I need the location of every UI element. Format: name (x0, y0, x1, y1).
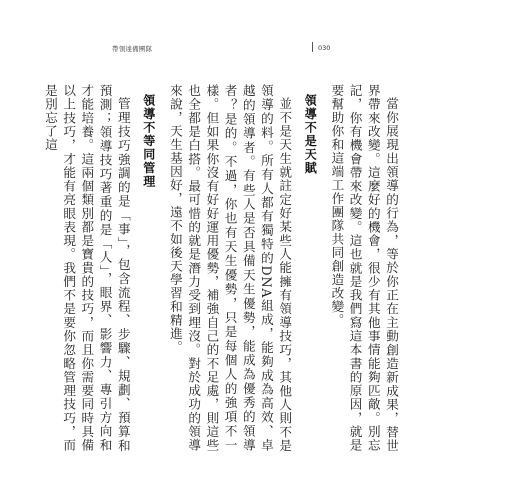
page-number: 030 (318, 44, 331, 52)
vertical-body-text (42, 84, 400, 452)
paragraph-intro: 當你展現出領導的行為，等於你正在主動創造新成果，替世界帶來改變。這麼好的機會，很少有其他事情能夠匹敵。別忘記，你有機會帶來改變。這也就是我們寫這本書的原因，就是要幫助你和這端工作團隊共同創造改變。 (329, 84, 399, 452)
running-title: 帶領達備團隊 (112, 45, 153, 53)
header-divider (312, 42, 313, 52)
paragraph-leadership-not-management: 管理技巧強調的是「事」，包含流程、步驟、規劃、預算和預測；領導技巧著重的是「人」，眼界、影響力、專引方向和才能培養。這兩個類別都是寶貴的技巧，而且你需要同時具備以上技巧，才能有亮眼表現。我們不是要你忽略管理技巧，而是別忘了這 (42, 84, 131, 452)
section-heading-leadership-not-management: 領導不等同管理 (141, 94, 156, 189)
paragraph-leadership-not-talent: 並不是天生就註定好某些人能擁有領導技巧，其他人則不是領導的料。所有人都有獨特的DNA組成，能夠成為高效、卓越的領導者。有些人是否具備天生優勢，能成為優秀的領導者？是的。不過，你也有天生優勢，只是每個人的強項不一樣。但如果你沒有好好運用優勢，補強自己的不足處，則這些也全都是白搭。最可惜的就是潛力受到埋沒。對於成功的領導來說，天生基因好，遠不如後天學習和精進。 (167, 84, 293, 452)
section-heading-leadership-not-talent: 領導不是天賦 (303, 94, 318, 175)
